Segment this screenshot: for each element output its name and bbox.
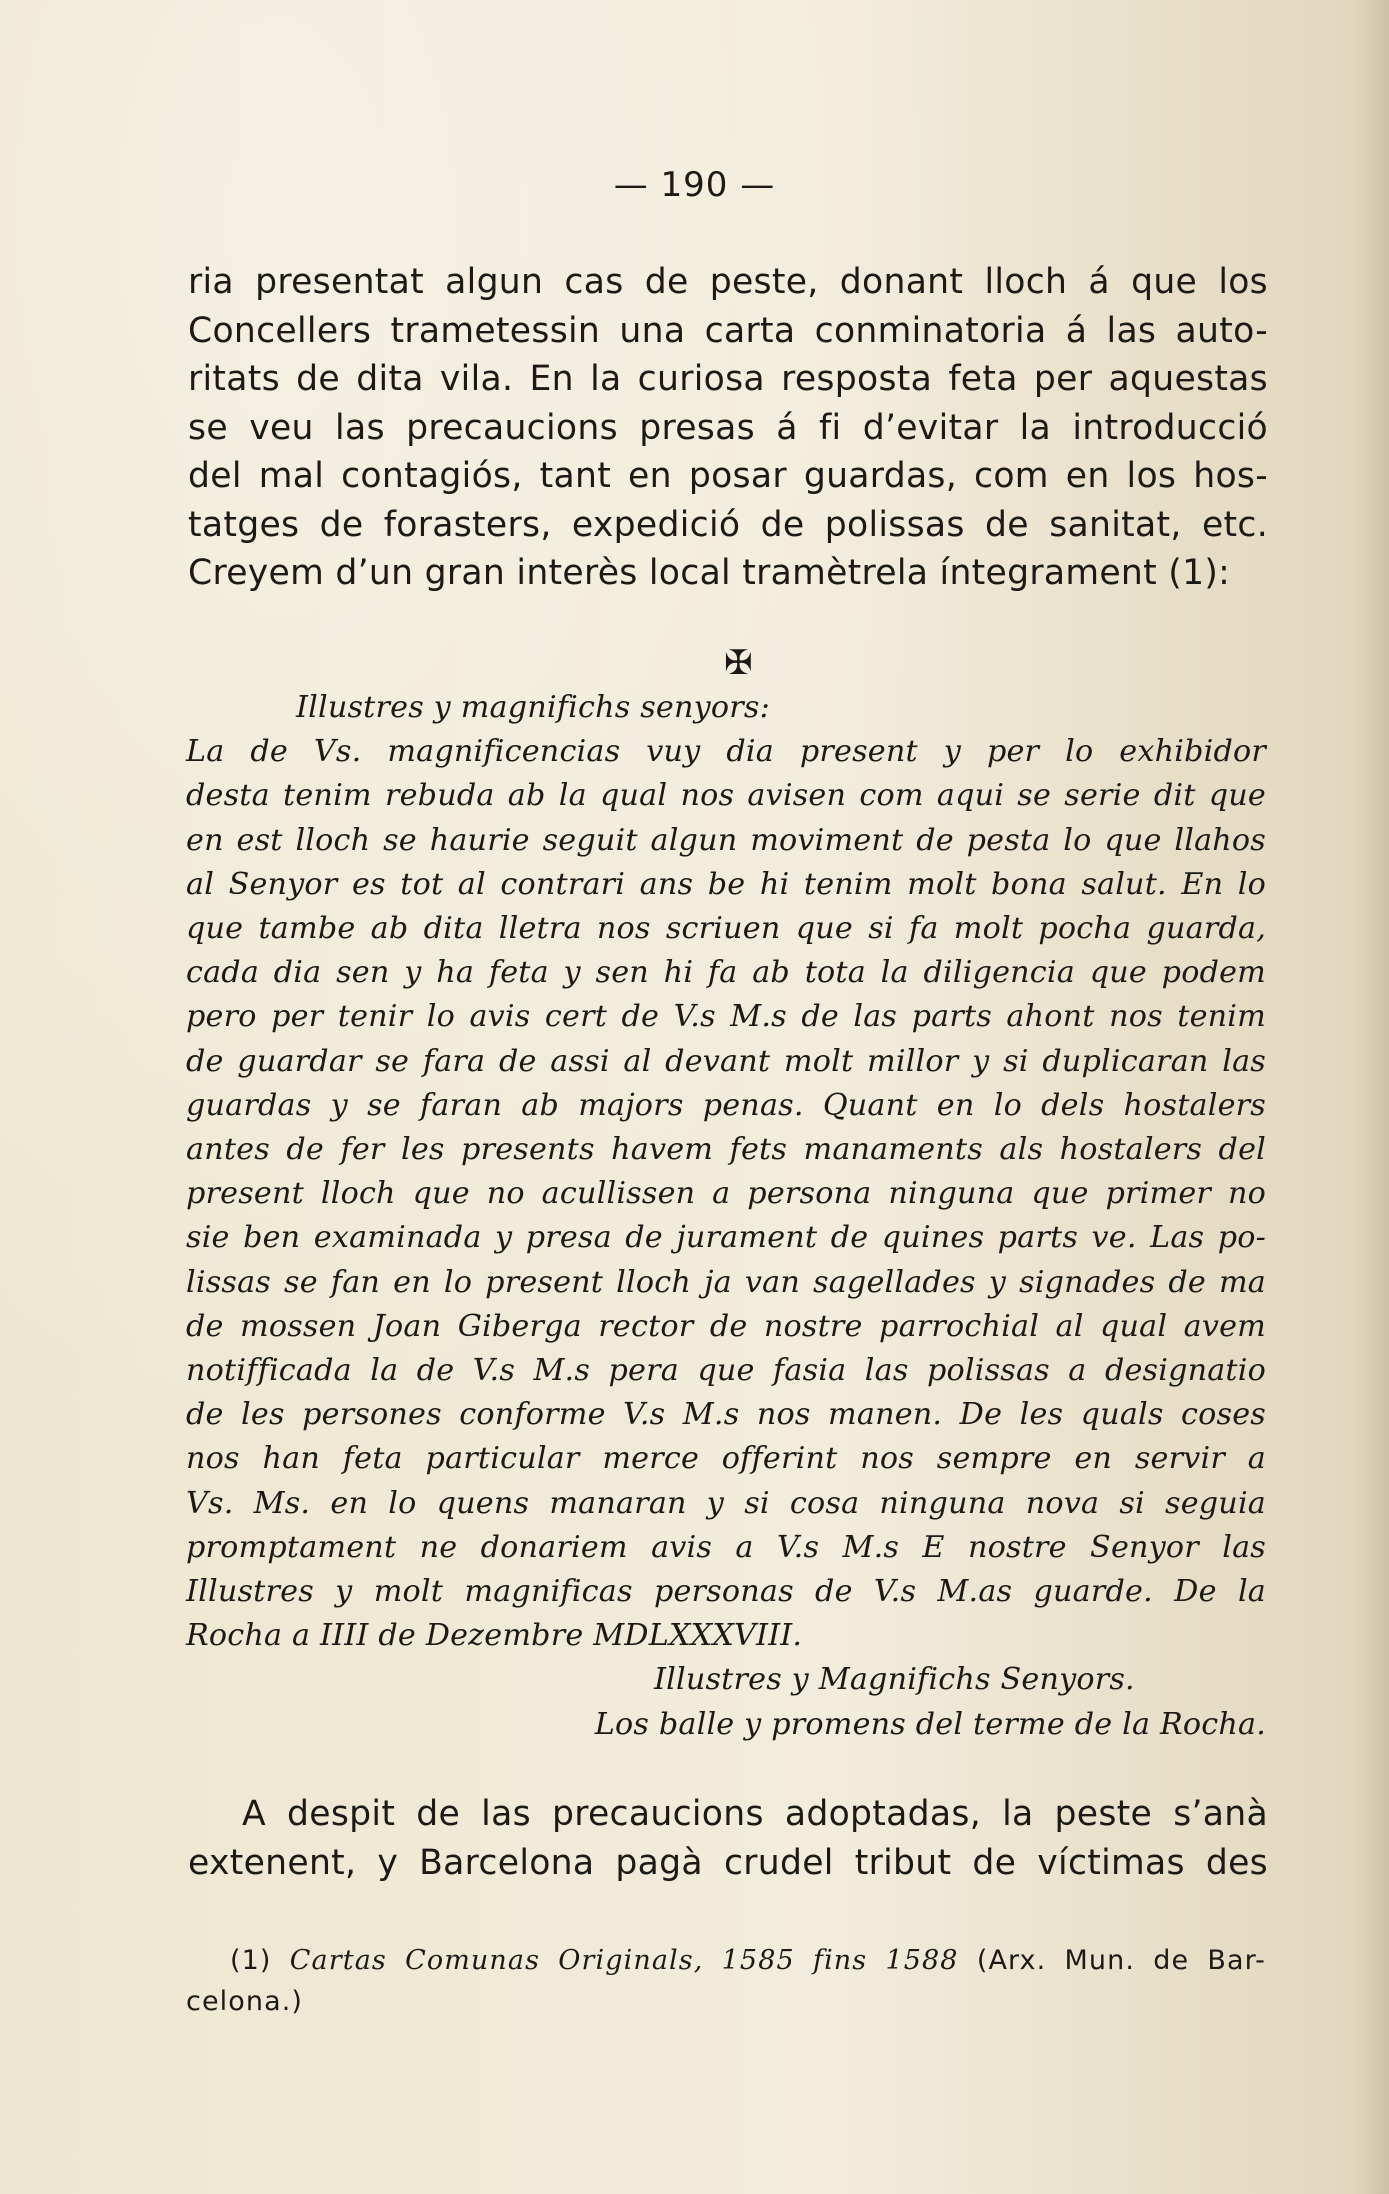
footnote-source: (Arx. Mun. de Bar- <box>976 1945 1266 1976</box>
body-paragraph <box>188 258 1268 598</box>
letter-line: que tambe ab dita lletra nos scriuen que si fa molt pocha guarda, <box>186 911 1266 947</box>
cross-icon: ✠ <box>724 643 753 683</box>
letter-line: desta tenim rebuda ab la qual nos avisen com aqui se serie dit que <box>186 778 1266 814</box>
letter-line: cada dia sen y ha feta y sen hi fa ab tota la diligencia que podem <box>186 955 1266 991</box>
body-line: tatges de forasters, expedició de polissas de sanitat, etc. <box>188 504 1268 545</box>
footnote-mark: (1) <box>230 1945 272 1976</box>
body-line: Concellers trametessin una carta conminatoria á las auto- <box>188 310 1268 351</box>
footnote-title: Cartas Comunas Originals, 1585 fins 1588 <box>289 1945 959 1976</box>
letter-line: de mossen Joan Giberga rector de nostre parrochial al qual avem <box>186 1308 1266 1344</box>
letter-line: lissas se fan en lo present lloch ja van sagellades y signades de ma <box>186 1264 1266 1300</box>
letter-signature: Los balle y promens del terme de la Rocha. <box>594 1706 1266 1742</box>
quoted-letter <box>186 686 1266 1747</box>
letter-line: notifficada la de V.s M.s pera que fasia las polissas a designatio <box>186 1353 1266 1389</box>
letter-closing: Illustres y Magnifichs Senyors. <box>654 1662 1135 1698</box>
letter-salutation: Illustres y magnifichs senyors: <box>296 690 770 725</box>
letter-line: de les persones conforme V.s M.s nos manen. De les quals coses <box>186 1397 1266 1433</box>
footnote-line <box>186 1940 1266 1981</box>
page-edge-shadow <box>1355 0 1389 2194</box>
body-line: se veu las precaucions presas á fi d’evitar la introducció <box>188 407 1268 448</box>
letter-line: present lloch que no acullissen a persona ninguna que primer no <box>186 1176 1266 1212</box>
letter-line: Rocha a IIII de Dezembre MDLXXXVIII. <box>186 1618 803 1654</box>
letter-line: en est lloch se haurie seguit algun moviment de pesta lo que llahos <box>186 822 1266 858</box>
letter-line: Illustres y molt magnificas personas de V.s M.as guarde. De la <box>186 1574 1266 1610</box>
body-line: ritats de dita vila. En la curiosa resposta feta per aquestas <box>188 359 1268 399</box>
body-line: ria presentat algun cas de peste, donant lloch á que los <box>188 262 1268 302</box>
letter-line: nos han feta particular merce offerint nos sempre en servir a <box>186 1441 1266 1477</box>
letter-line: sie ben examinada y presa de jurament de quines parts ve. Las po- <box>186 1220 1266 1256</box>
letter-line: Vs. Ms. en lo quens manaran y si cosa ninguna nova si seguia <box>186 1485 1266 1521</box>
letter-line: promptament ne donariem avis a V.s M.s E nostre Senyor las <box>186 1529 1266 1565</box>
letter-line: guardas y se faran ab majors penas. Quant en lo dels hostalers <box>186 1087 1266 1123</box>
letter-line: de guardar se fara de assi al devant molt millor y si duplicaran las <box>186 1043 1266 1079</box>
letter-line: al Senyor es tot al contrari ans be hi tenim molt bona salut. En lo <box>186 866 1266 902</box>
footnote-source-continued: celona.) <box>186 1986 304 2017</box>
body-line: Creyem d’un gran interès local tramètrela íntegrament (1): <box>188 553 1231 593</box>
footnote <box>186 1940 1266 2022</box>
body-line: extenent, y Barcelona pagà crudel tribut de víctimas des <box>188 1842 1268 1883</box>
page-number: — 190 — <box>613 165 776 205</box>
body-line: A despit de las precaucions adoptadas, la peste s’anà <box>242 1794 1268 1834</box>
body-line: del mal contagiós, tant en posar guardas, com en los hos- <box>188 456 1268 496</box>
continuation-paragraph <box>188 1790 1268 1887</box>
letter-line: antes de fer les presents havem fets manaments als hostalers del <box>186 1132 1266 1168</box>
letter-line: pero per tenir lo avis cert de V.s M.s de las parts ahont nos tenim <box>186 999 1266 1035</box>
letter-line: La de Vs. magnificencias vuy dia present y per lo exhibidor <box>186 734 1266 770</box>
